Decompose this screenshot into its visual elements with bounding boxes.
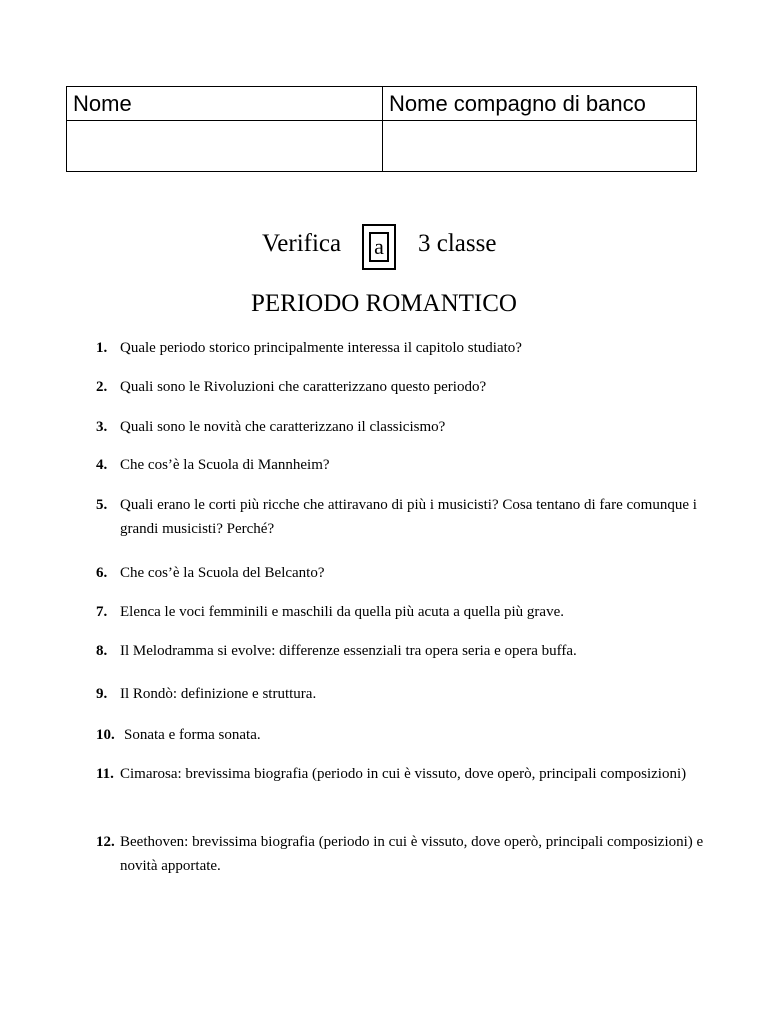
name-table-entry-row: [67, 121, 697, 172]
question-number: 9.: [96, 686, 108, 702]
question-text: Beethoven: brevissima biografia (periodo in cui è vissuto, dove operò, principali composizioni) e novità apportate.: [120, 834, 704, 874]
question-number: 4.: [96, 457, 108, 473]
desk-mate-entry-cell[interactable]: [383, 121, 697, 172]
name-table-header-row: [67, 87, 697, 121]
question-item: [96, 830, 706, 878]
question-item: [96, 453, 706, 477]
question-text: Il Melodramma si evolve: differenze essenziali tra opera seria e opera buffa.: [120, 643, 577, 659]
question-item: [96, 600, 706, 624]
question-text: Quali sono le Rivoluzioni che caratterizzano questo periodo?: [120, 379, 487, 395]
question-text: Quale periodo storico principalmente interessa il capitolo studiato?: [120, 340, 522, 356]
question-number: 3.: [96, 419, 108, 435]
question-number: 7.: [96, 604, 108, 620]
name-entry-cell[interactable]: [67, 121, 383, 172]
test-title-word: Verifica: [262, 230, 342, 257]
question-number: 10.: [96, 727, 115, 743]
question-item: [96, 682, 706, 706]
question-number: 6.: [96, 565, 108, 581]
question-number: 12.: [96, 834, 115, 850]
question-item: [96, 561, 706, 585]
question-number: 1.: [96, 340, 108, 356]
question-item: [96, 493, 706, 541]
question-text: Quali erano le corti più ricche che attiravano di più i musicisti? Cosa tentano di fare comunque i grandi musicisti? Perché?: [120, 497, 697, 537]
question-number: 8.: [96, 643, 108, 659]
question-item: [96, 375, 706, 399]
question-text: Sonata e forma sonata.: [124, 727, 261, 743]
question-item: [96, 723, 706, 747]
section-title: PERIODO ROMANTICO: [251, 290, 517, 317]
question-text: Cimarosa: brevissima biografia (periodo in cui è vissuto, dove operò, principali composizioni): [120, 766, 687, 782]
question-item: [96, 639, 706, 663]
question-text: Quali sono le novità che caratterizzano il classicismo?: [120, 419, 446, 435]
test-title: [0, 224, 768, 272]
test-letter: a: [369, 232, 389, 262]
class-label: 3 classe: [418, 230, 497, 257]
question-number: 2.: [96, 379, 108, 395]
question-item: [96, 762, 706, 786]
test-letter-box: [362, 224, 396, 270]
desk-mate-label: Nome compagno di banco: [383, 87, 697, 121]
question-text: Che cos’è la Scuola di Mannheim?: [120, 457, 330, 473]
question-text: Il Rondò: definizione e struttura.: [120, 686, 317, 702]
question-item: [96, 336, 706, 360]
question-item: [96, 415, 706, 439]
question-number: 5.: [96, 497, 108, 513]
name-label: Nome: [67, 87, 383, 121]
question-text: Elenca le voci femminili e maschili da quella più acuta a quella più grave.: [120, 604, 564, 620]
question-number: 11.: [96, 766, 114, 782]
name-table: [66, 86, 697, 172]
question-text: Che cos’è la Scuola del Belcanto?: [120, 565, 325, 581]
